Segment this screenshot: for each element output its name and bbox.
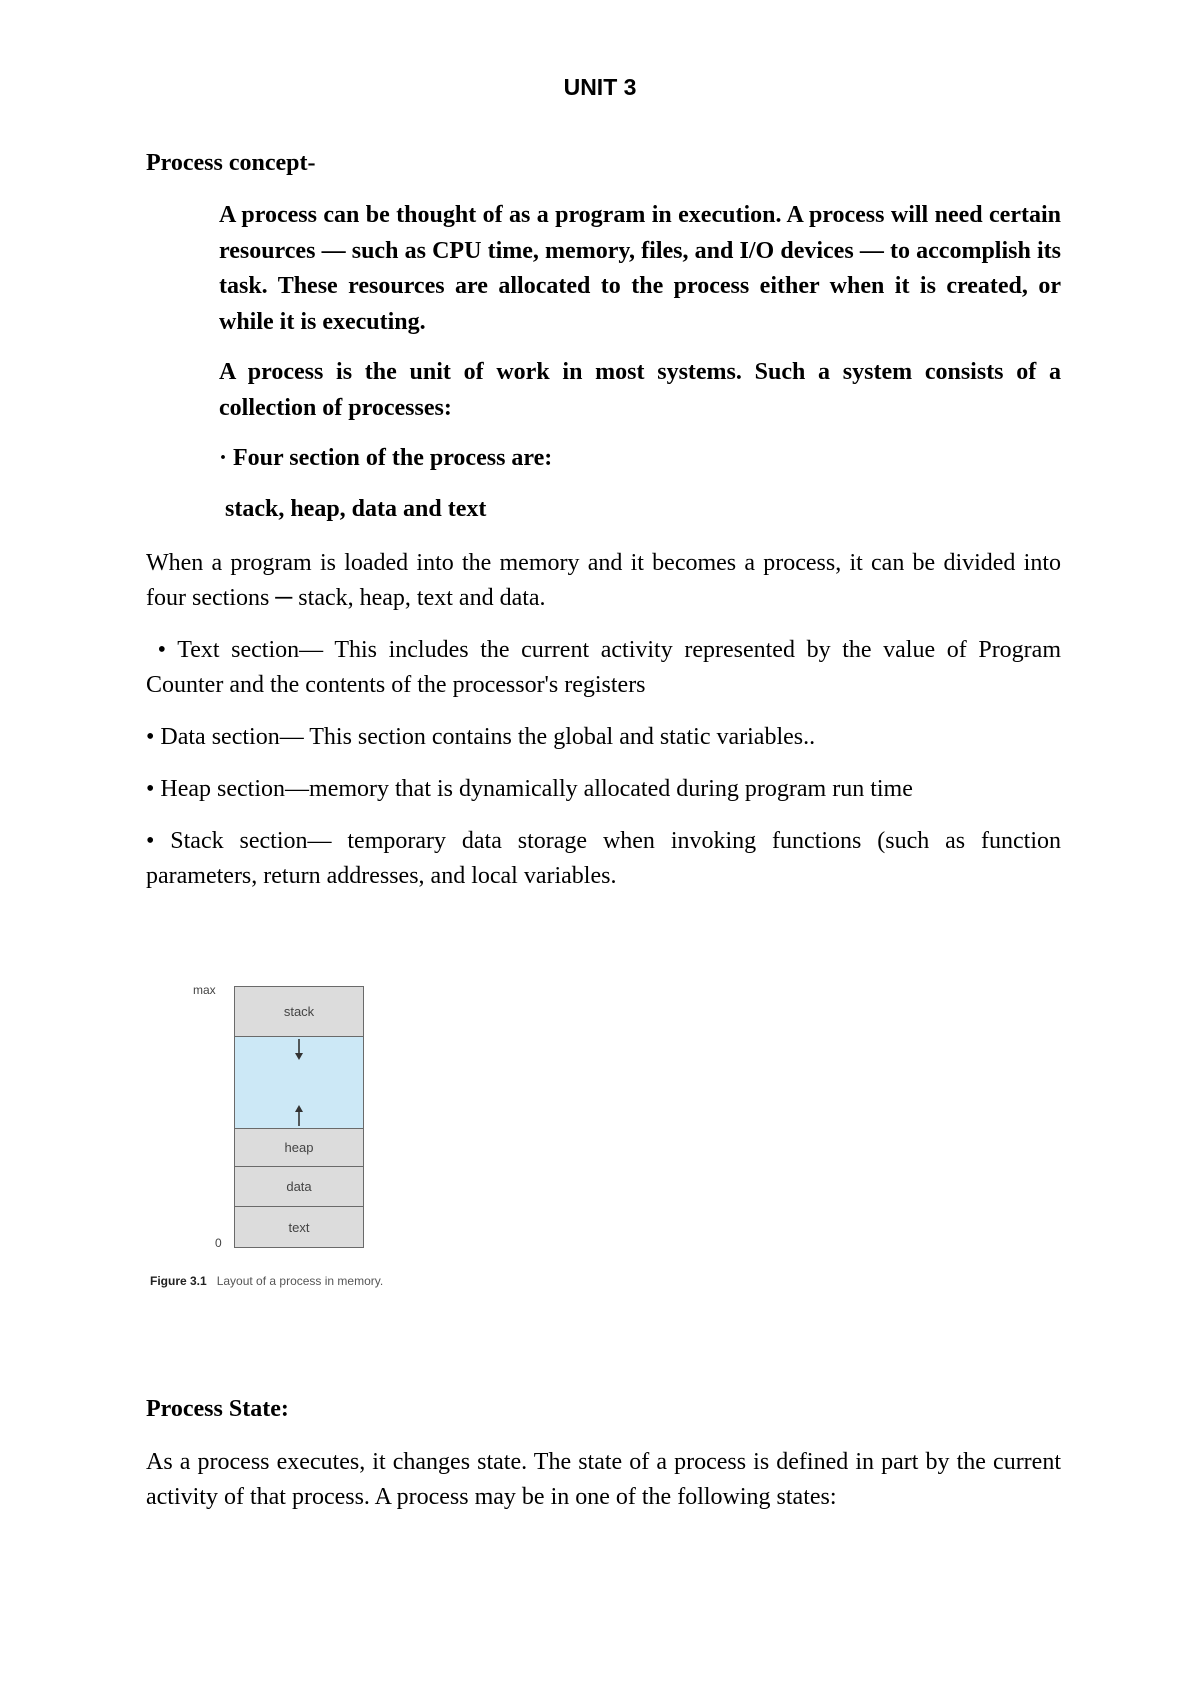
process-definition-paragraph: A process can be thought of as a program in execution. A process will need certain resources — such as CPU time, memory, files, and I/O devices — to accomplish its task. These resources are allocated to the process either when it is created, or while it is executing. (219, 202, 1061, 335)
data-section-bullet: • Data section— This section contains the global and static variables.. (146, 724, 816, 750)
memory-sections-body (146, 546, 1067, 911)
figure-caption (150, 1274, 383, 1288)
stack-section-bullet: • Stack section— temporary data storage when invoking functions (such as function parameters, return addresses, and local variables. (146, 828, 1061, 889)
text-cell: text (235, 1207, 363, 1247)
down-arrow-icon (293, 1039, 305, 1061)
four-sections-line: · Four section of the process are: (219, 445, 553, 471)
figure-number: Figure 3.1 (150, 1274, 207, 1288)
up-arrow-icon (293, 1104, 305, 1126)
stack-cell: stack (235, 987, 363, 1037)
zero-address-label: 0 (215, 1236, 222, 1250)
free-space-cell (235, 1037, 363, 1129)
sections-list-line: stack, heap, data and text (219, 495, 487, 522)
process-concept-heading: Process concept- (146, 150, 316, 176)
text-section-bullet: • Text section— This includes the current activity represented by the value of Program Counter and the contents of the processor's registers (146, 637, 1067, 698)
process-state-body (146, 1445, 1061, 1532)
memory-layout-diagram (234, 986, 364, 1248)
process-concept-body (219, 198, 1061, 542)
heap-section-bullet: • Heap section—memory that is dynamically allocated during program run time (146, 776, 913, 802)
heap-cell: heap (235, 1129, 363, 1167)
figure-caption-text: Layout of a process in memory. (216, 1274, 384, 1288)
memory-layout-figure (146, 978, 446, 1298)
sections-intro-paragraph: When a program is loaded into the memory and it becomes a process, it can be divided into four sections ─ stack, heap, text and data. (146, 550, 1061, 611)
max-address-label: max (193, 983, 216, 997)
process-state-paragraph: As a process executes, it changes state. The state of a process is defined in part by the current activity of that process. A process may be in one of the following states: (146, 1449, 1061, 1510)
data-cell: data (235, 1167, 363, 1207)
process-state-heading: Process State: (146, 1396, 289, 1422)
unit-title: UNIT 3 (563, 74, 637, 100)
unit-of-work-paragraph: A process is the unit of work in most systems. Such a system consists of a collection of processes: (219, 359, 1061, 421)
